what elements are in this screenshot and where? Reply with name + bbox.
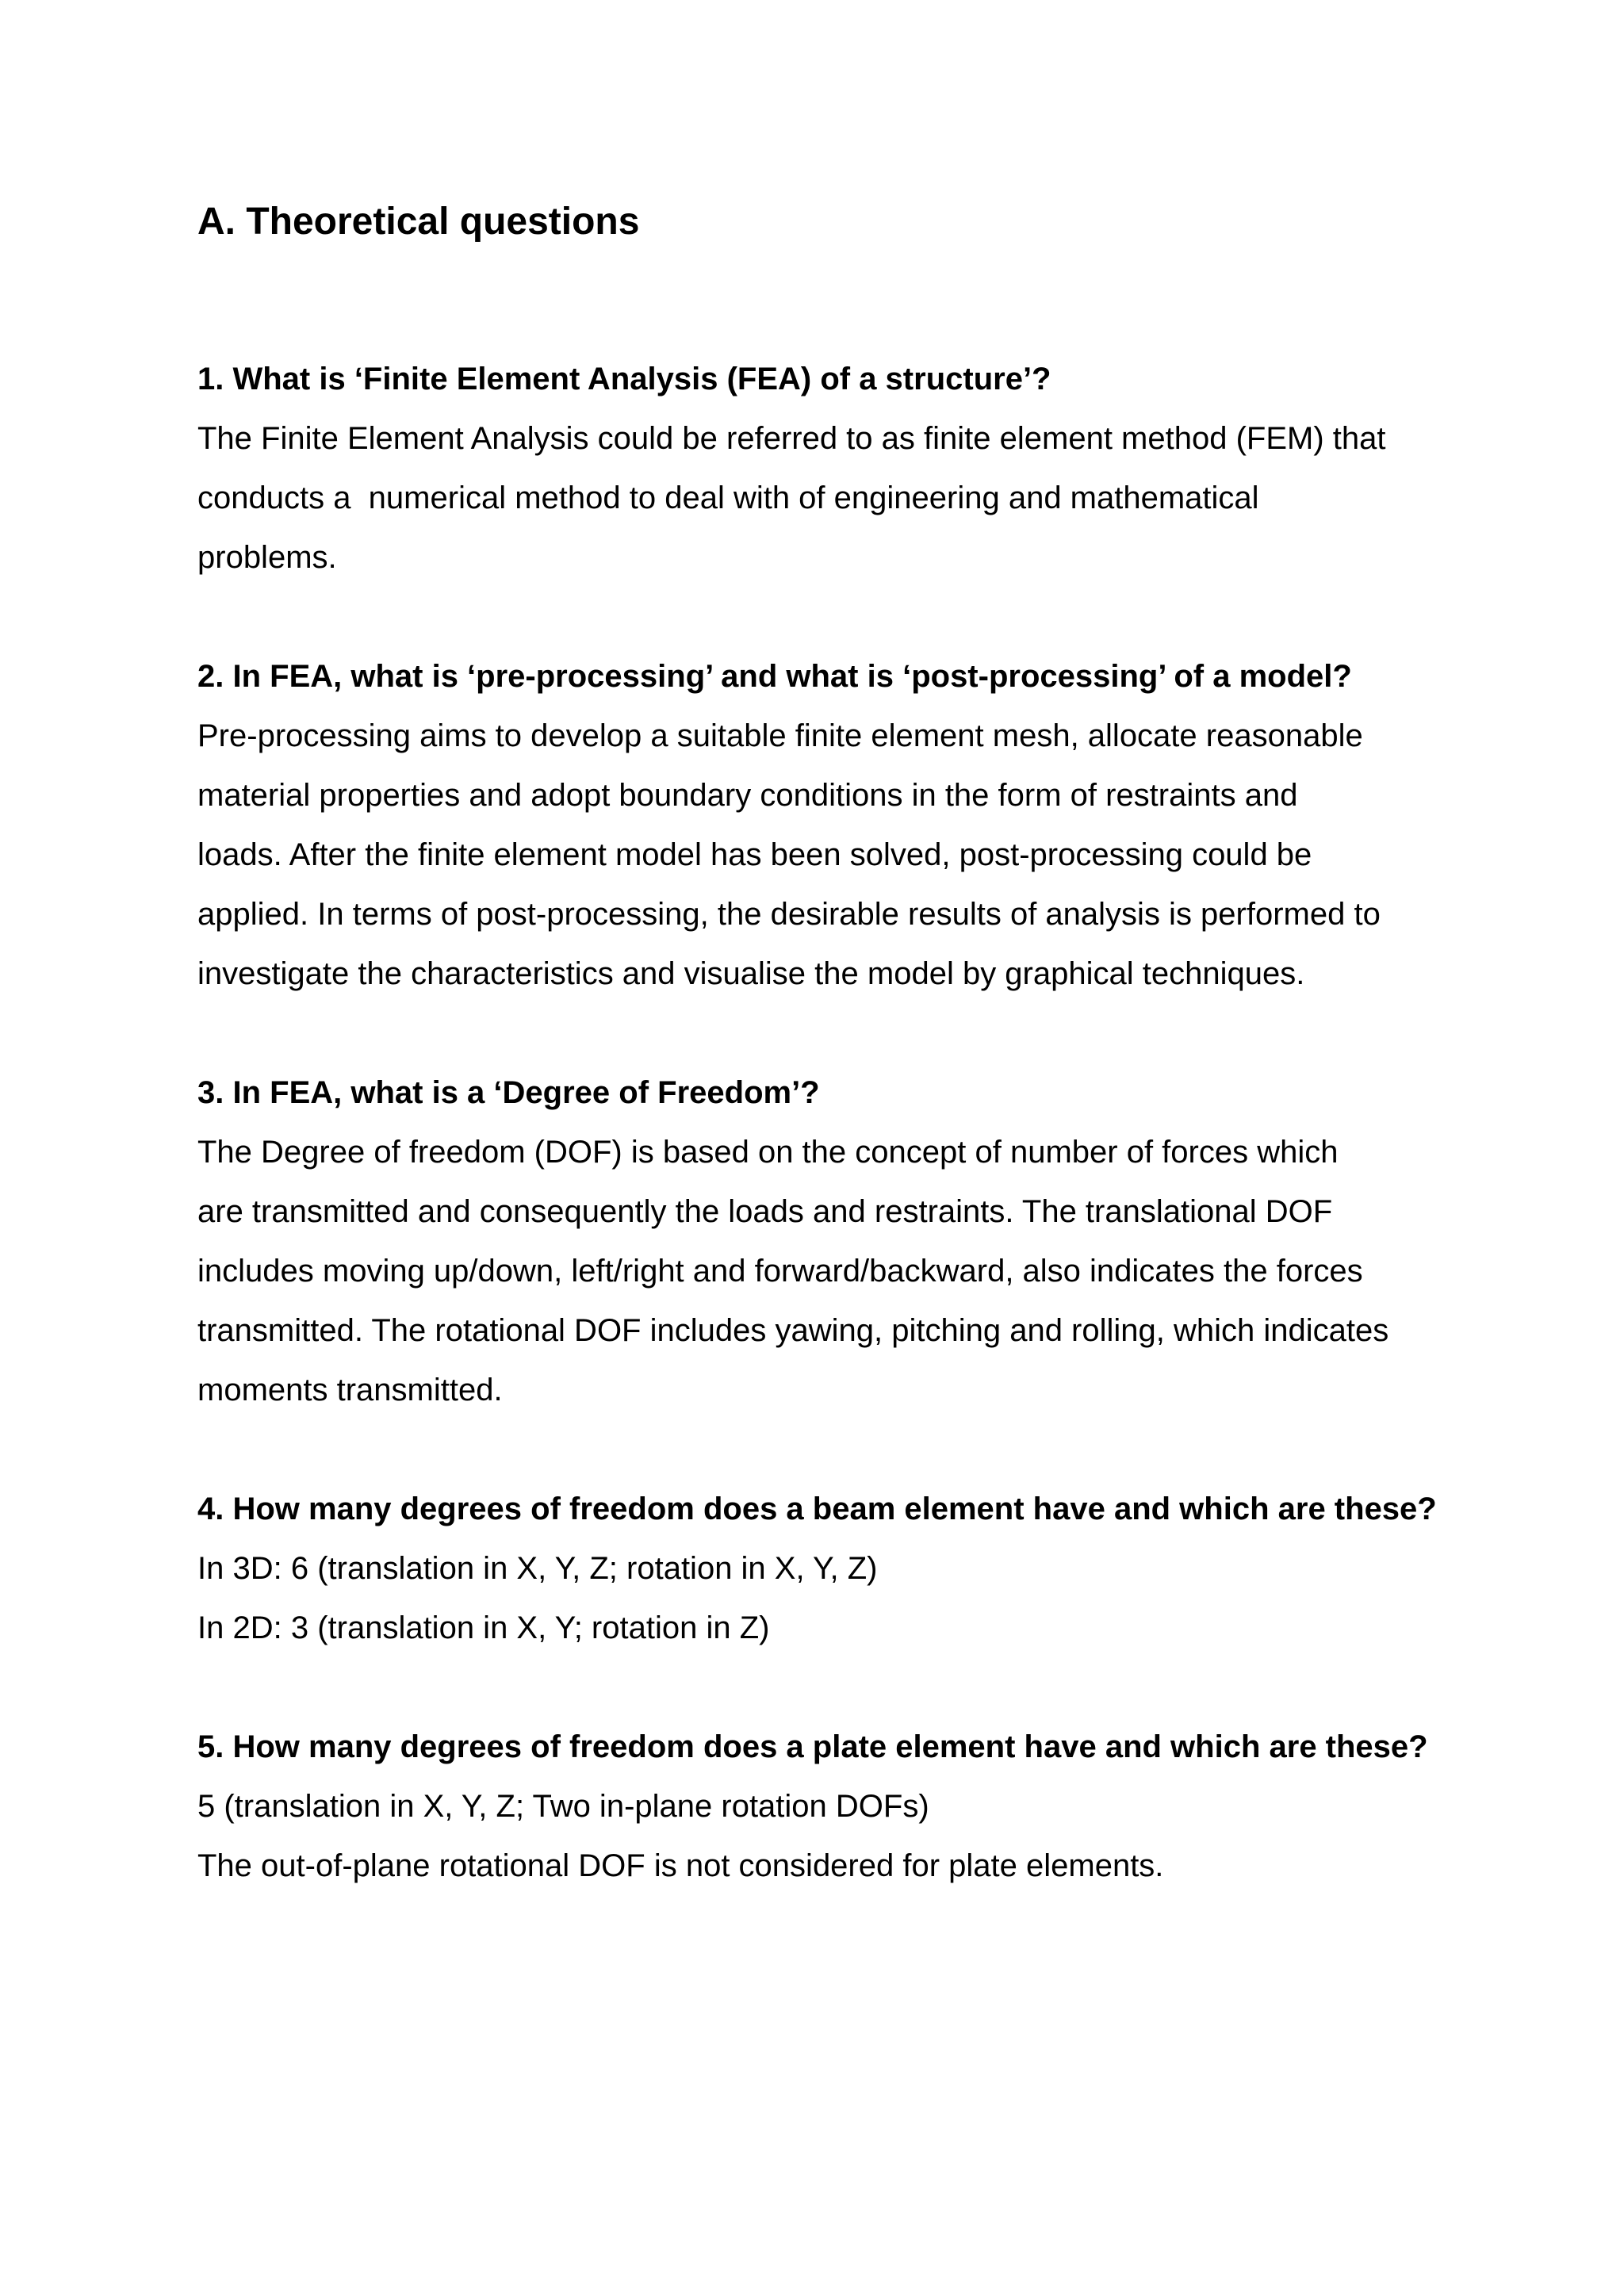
answer-2-line-4: applied. In terms of post-processing, the desirable results of analysis is performed to	[197, 897, 1381, 932]
answer-3-line-1: The Degree of freedom (DOF) is based on the concept of number of forces which	[197, 1135, 1339, 1170]
question-1: 1. What is ‘Finite Element Analysis (FEA) of a structure’?	[197, 362, 1051, 396]
answer-3-line-3: includes moving up/down, left/right and forward/backward, also indicates the forces	[197, 1254, 1363, 1289]
answer-1-line-1: The Finite Element Analysis could be referred to as finite element method (FEM) that	[197, 421, 1386, 456]
answer-5-line-2: The out-of-plane rotational DOF is not considered for plate elements.	[197, 1848, 1164, 1883]
questions-list	[197, 350, 1482, 1955]
qa-item-4	[197, 1480, 1482, 1658]
answer-2-line-3: loads. After the finite element model has been solved, post-processing could be	[197, 837, 1312, 872]
answer-4-line-2: In 2D: 3 (translation in X, Y; rotation in Z)	[197, 1610, 770, 1645]
question-4: 4. How many degrees of freedom does a beam element have and which are these?	[197, 1492, 1437, 1526]
qa-item-5	[197, 1718, 1482, 1896]
qa-item-2	[197, 647, 1482, 1004]
section-heading: A. Theoretical questions	[197, 201, 640, 243]
question-5: 5. How many degrees of freedom does a plate element have and which are these?	[197, 1729, 1428, 1764]
answer-3-line-2: are transmitted and consequently the loads and restraints. The translational DOF	[197, 1194, 1333, 1229]
answer-2-line-2: material properties and adopt boundary conditions in the form of restraints and	[197, 778, 1298, 813]
answer-2-line-1: Pre-processing aims to develop a suitable finite element mesh, allocate reasonable	[197, 718, 1363, 753]
answer-5-line-1: 5 (translation in X, Y, Z; Two in-plane rotation DOFs)	[197, 1789, 929, 1824]
answer-4-line-1: In 3D: 6 (translation in X, Y, Z; rotation in X, Y, Z)	[197, 1551, 878, 1586]
question-3: 3. In FEA, what is a ‘Degree of Freedom’?	[197, 1075, 820, 1110]
answer-1-line-3: problems.	[197, 540, 337, 575]
answer-3-line-5: moments transmitted.	[197, 1373, 503, 1407]
answer-3-line-4: transmitted. The rotational DOF includes yawing, pitching and rolling, which indicates	[197, 1313, 1389, 1348]
question-2: 2. In FEA, what is ‘pre-processing’ and what is ‘post-processing’ of a model?	[197, 659, 1352, 694]
answer-2-line-5: investigate the characteristics and visualise the model by graphical techniques.	[197, 956, 1305, 991]
qa-item-1	[197, 350, 1482, 588]
qa-item-3	[197, 1063, 1482, 1420]
answer-1-line-2: conducts a numerical method to deal with of engineering and mathematical	[197, 481, 1259, 515]
